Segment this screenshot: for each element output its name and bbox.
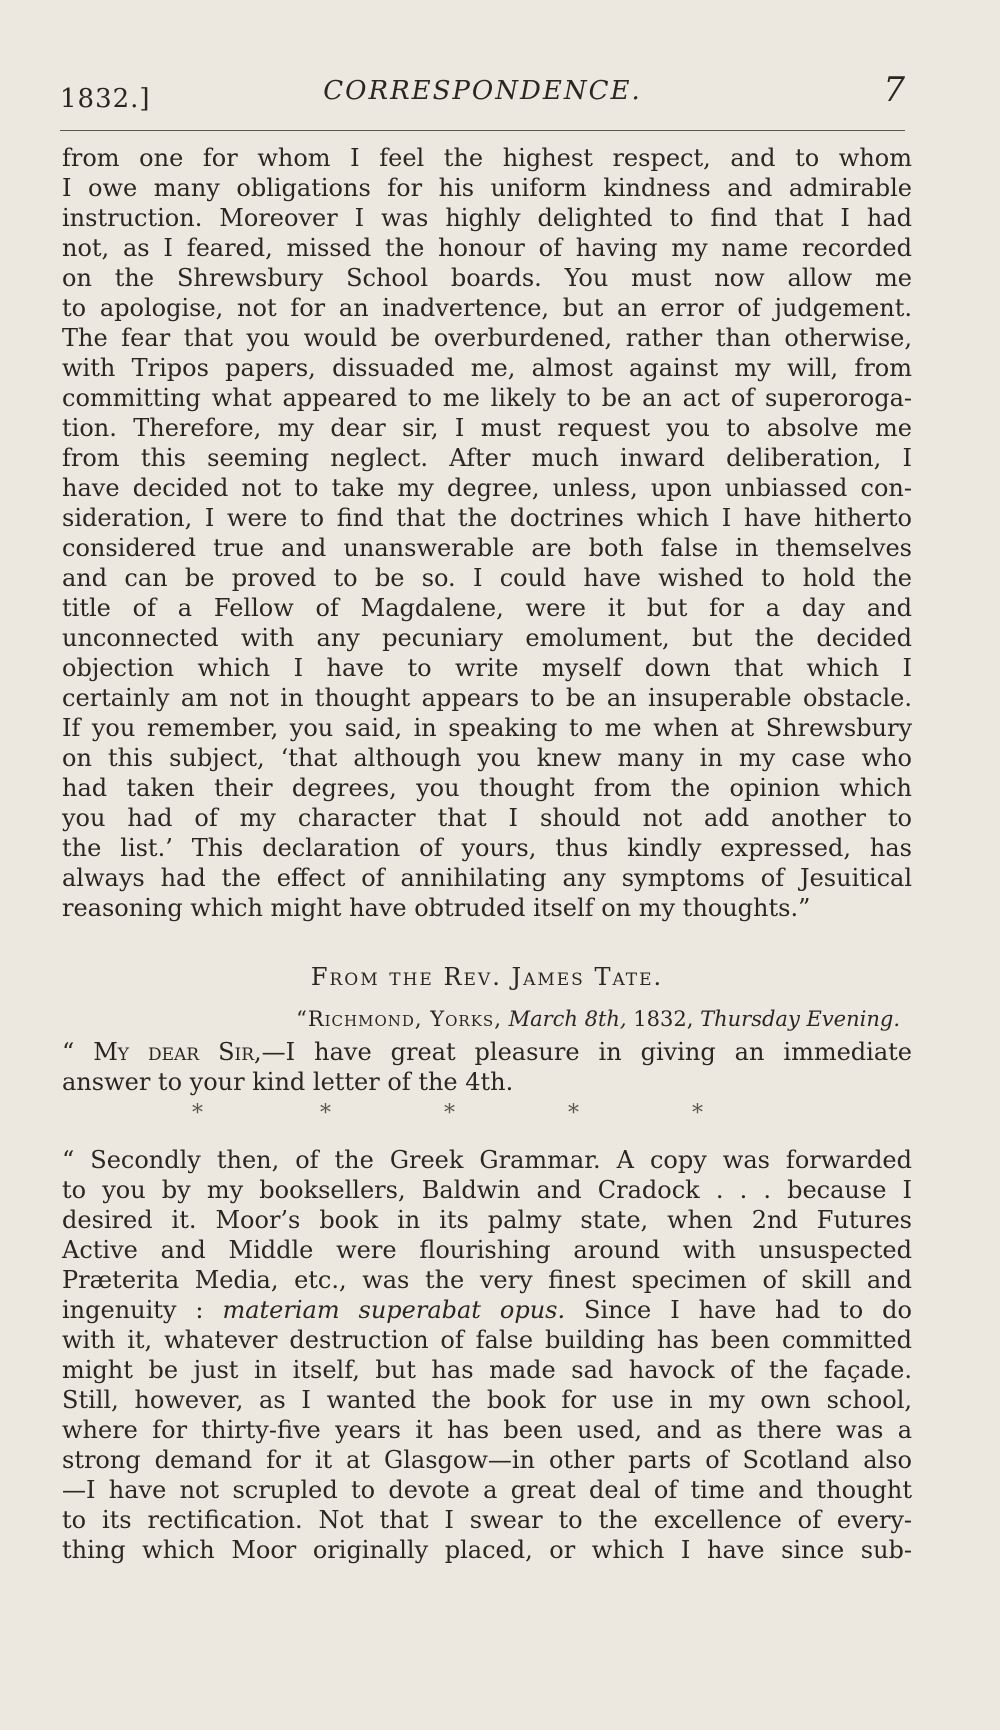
text-line: on the Shrewsbury School boards. You must now allow me bbox=[62, 264, 912, 292]
text-line: unconnected with any pecuniary emolument, but the decided bbox=[62, 624, 912, 652]
text-line: Active and Middle were flourishing around with unsuspected bbox=[62, 1236, 912, 1264]
text-line: strong demand for it at Glasgow—in other parts of Scotland also bbox=[62, 1446, 912, 1474]
header-year: 1832.] bbox=[60, 84, 151, 114]
text-line: certainly am not in thought appears to be an insuperable obstacle. bbox=[62, 684, 912, 712]
salutation-line bbox=[62, 1037, 912, 1067]
text-line: desired it. Moor’s book in its palmy state, when 2nd Futures bbox=[62, 1206, 912, 1234]
text-line: where for thirty-five years it has been used, and as there was a bbox=[62, 1416, 912, 1444]
intro-line-2: answer to your kind letter of the 4th. bbox=[62, 1068, 514, 1096]
text-line: on this subject, ‘that although you knew many in my case who bbox=[62, 744, 912, 772]
ellipsis-stars bbox=[62, 1101, 912, 1135]
text-line: “ Secondly then, of the Greek Grammar. A copy was forwarded bbox=[62, 1146, 912, 1174]
ingenuity-line bbox=[62, 1295, 912, 1325]
text-line: with it, whatever destruction of false building has been committed bbox=[62, 1326, 912, 1354]
text-line: instruction. Moreover I was highly delighted to find that I had bbox=[62, 204, 912, 232]
text-line: Still, however, as I wanted the book for use in my own school, bbox=[62, 1386, 912, 1414]
text-line: the list.’ This declaration of yours, thus kindly expressed, has bbox=[62, 834, 912, 862]
text-line: from this seeming neglect. After much inward deliberation, I bbox=[62, 444, 912, 472]
text-line: you had of my character that I should not add another to bbox=[62, 804, 912, 832]
letter-continuation bbox=[62, 143, 912, 923]
text-line: always had the effect of annihilating any symptoms of Jesuitical bbox=[62, 864, 912, 892]
text-line: from one for whom I feel the highest respect, and to whom bbox=[62, 144, 912, 172]
text-line: tion. Therefore, my dear sir, I must request you to absolve me bbox=[62, 414, 912, 442]
text-line: not, as I feared, missed the honour of having my name recorded bbox=[62, 234, 912, 262]
latin-phrase: materiam superabat opus. bbox=[222, 1296, 566, 1324]
text-line: with Tripos papers, dissuaded me, almost against my will, from bbox=[62, 354, 912, 382]
dateline-year: 1832, bbox=[633, 1007, 694, 1031]
page-body bbox=[62, 143, 912, 1565]
header-rule bbox=[60, 130, 905, 131]
text-line: I owe many obligations for his uniform kindness and admirable bbox=[62, 174, 912, 202]
dateline-day: Thursday Evening. bbox=[700, 1007, 900, 1031]
text-line: The fear that you would be overburdened, rather than otherwise, bbox=[62, 324, 912, 352]
text-line: —I have not scrupled to devote a great deal of time and thought bbox=[62, 1476, 912, 1504]
text-line: committing what appeared to me likely to be an act of superoroga- bbox=[62, 384, 912, 412]
running-header bbox=[60, 70, 905, 114]
text-line: reasoning which might have obtruded itself on my thoughts.” bbox=[62, 894, 811, 922]
section-heading: From the Rev. James Tate. bbox=[310, 963, 664, 991]
text-line: sideration, I were to find that the doctrines which I have hitherto bbox=[62, 504, 912, 532]
text-line: Præterita Media, etc., was the very finest specimen of skill and bbox=[62, 1266, 912, 1294]
text-line: title of a Fellow of Magdalene, were it but for a day and bbox=[62, 594, 912, 622]
dateline bbox=[62, 1001, 912, 1037]
text-line: objection which I have to write myself down that which I bbox=[62, 654, 912, 682]
header-title: CORRESPONDENCE. bbox=[323, 76, 642, 106]
text-line: If you remember, you said, in speaking to me when at Shrewsbury bbox=[62, 714, 912, 742]
star-1: * bbox=[192, 1101, 203, 1126]
star-4: * bbox=[568, 1101, 579, 1126]
ingenuity-suffix: Since I have had to do bbox=[565, 1296, 912, 1324]
text-line: have decided not to take my degree, unless, upon unbiassed con- bbox=[62, 474, 912, 502]
text-line: might be just in itself, but has made sad havock of the façade. bbox=[62, 1356, 912, 1384]
text-line: and can be proved to be so. I could have wished to hold the bbox=[62, 564, 912, 592]
page-number: 7 bbox=[883, 70, 905, 110]
letter-paragraph-part1 bbox=[62, 1145, 912, 1295]
letter-paragraph-part2 bbox=[62, 1325, 912, 1565]
text-line: had taken their degrees, you thought from the opinion which bbox=[62, 774, 912, 802]
star-3: * bbox=[444, 1101, 455, 1126]
salutation-quote: “ bbox=[62, 1038, 94, 1066]
text-line: thing which Moor originally placed, or which I have since sub- bbox=[62, 1536, 912, 1564]
dateline-date: March 8th, bbox=[508, 1007, 627, 1031]
text-line: to its rectification. Not that I swear to the excellence of every- bbox=[62, 1506, 912, 1534]
text-line: considered true and unanswerable are both false in themselves bbox=[62, 534, 912, 562]
dateline-place: “Richmond, Yorks, bbox=[296, 1007, 502, 1031]
text-line: to apologise, not for an inadvertence, but an error of judgement. bbox=[62, 294, 912, 322]
salutation: My dear Sir, bbox=[93, 1038, 262, 1066]
intro-rest: —I have great pleasure in giving an immediate bbox=[261, 1038, 912, 1066]
star-2: * bbox=[320, 1101, 331, 1126]
star-5: * bbox=[692, 1101, 703, 1126]
ingenuity-prefix: ingenuity : bbox=[62, 1296, 223, 1324]
text-line: to you by my booksellers, Baldwin and Cradock . . . because I bbox=[62, 1176, 912, 1204]
